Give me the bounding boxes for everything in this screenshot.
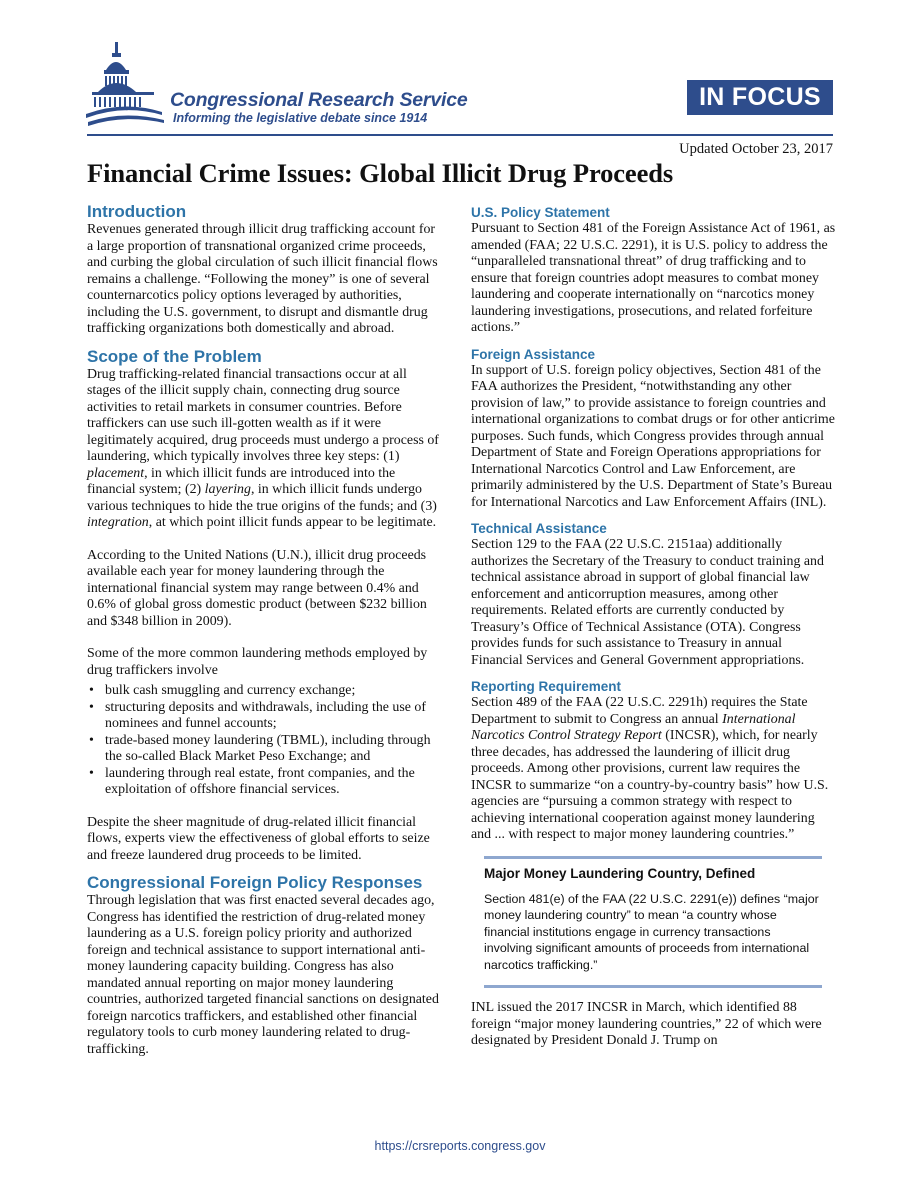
list-item: • bulk cash smuggling and currency exchange; — [89, 683, 356, 698]
list-item: • structuring deposits and withdrawals, including the use of nominees and funnel accounts; — [89, 699, 426, 731]
list-item: • laundering through real estate, front companies, and the exploitation of offshore financial services. — [89, 765, 415, 797]
scope-paragraph-4: Despite the sheer magnitude of drug-related illicit financial flows, experts view the effectiveness of global efforts to seize and freeze laundered drug proceeds to be limited. — [87, 814, 430, 863]
scope-paragraph-2: According to the United Nations (U.N.), illicit drug proceeds available each year for money laundering through the international financial system may range between 0.4% and 0.6% of global gross domestic product (between $232 billion and $348 billion in 2009). — [87, 547, 427, 629]
responses-heading: Congressional Foreign Policy Responses — [87, 873, 423, 892]
list-item: • trade-based money laundering (TBML), including through the so-called Black Market Peso Exchange; and — [89, 732, 431, 764]
laundering-methods-list — [87, 683, 443, 799]
updated-date: Updated October 23, 2017 — [679, 141, 833, 157]
org-name: Congressional Research Service — [170, 89, 468, 111]
foreign-assistance-heading: Foreign Assistance — [471, 346, 596, 362]
intro-paragraph: Revenues generated through illicit drug trafficking account for a large proportion of transnational organized crime proceeds, and curbing the global circulation of such illicit financial flows remains a challenge. “Following the money” is one of several counternarcotics policy options leveraged by authorities, including the U.S. government, to disrupt and dismantle drug trafficking organizations both domestically and abroad. — [87, 222, 438, 336]
definition-box-text: Section 481(e) of the FAA (22 U.S.C. 2291(e)) defines “major money laundering country” to mean “a country whose financial institutions engage in currency transactions involving significant amounts of proceeds from international narcotics trafficking.” — [484, 891, 819, 972]
scope-paragraph-1: Drug trafficking-related financial transactions occur at all stages of the illicit supply chain, connecting drug source activities to retail markets in consumer countries. Before traffickers can use such ill-gotten wealth as if it were legitimately acquired, drug proceeds must undergo a process of laundering, which typically involves three key steps: (1) placement, in which illicit funds are introduced into the financial system; (2) layering, in which illicit funds undergo various techniques to hide the true origins of the funds; and (3) integration, at which point illicit funds appear to be legitimate. — [87, 366, 439, 530]
technical-assistance-heading: Technical Assistance — [471, 521, 607, 536]
org-tagline: Informing the legislative debate since 1914 — [173, 111, 428, 125]
in-focus-badge: IN FOCUS — [687, 80, 833, 115]
reporting-heading: Reporting Requirement — [471, 679, 622, 694]
reporting-paragraph: Section 489 of the FAA (22 U.S.C. 2291h) requires the State Department to submit to Congress an annual International Narcotics Control Strategy Report (INCSR), which, for nearly three decades, has addressed the laundering of illicit drug proceeds. Among other provisions, current law requires the INCSR to summarize “on a country-by-country basis” how U.S. agencies are “pursuing a common strategy with respect to achieving international cooperation against money laundering and ... with respect to major money laundering countries.” — [471, 695, 829, 842]
crs-capitol-logo — [84, 40, 166, 130]
scope-heading: Scope of the Problem — [87, 346, 262, 366]
page-title: Financial Crime Issues: Global Illicit Drug Proceeds — [87, 158, 674, 188]
header-rule — [87, 134, 833, 136]
definition-box-title: Major Money Laundering Country, Defined — [484, 865, 756, 881]
definition-box — [484, 856, 822, 989]
policy-paragraph: Pursuant to Section 481 of the Foreign Assistance Act of 1961, as amended (FAA; 22 U.S.C. 2291), it is U.S. policy to address the “unparalleled transnational threat” of drug trafficking and to ensure that foreign countries adopt measures to combat money laundering and cooperate internationally on “narcotics money laundering investigations, prosecutions, and related forfeiture actions.” — [471, 221, 836, 335]
intro-heading: Introduction — [87, 202, 187, 221]
left-column — [87, 202, 443, 1058]
foreign-assistance-paragraph: In support of U.S. foreign policy objectives, Section 481 of the FAA authorizes the President, “notwithstanding any other provision of law,” to provide assistance to foreign countries and international organizations to combat drugs or for other anticrime purposes. Such funds, which Congress provides through annual Department of State and Foreign Operations appropriations for International Narcotics Control and Law Enforcement, are primarily administered by the U.S. Department of State’s Bureau for International Narcotics and Law Enforcement Affairs (INL). — [471, 362, 835, 510]
technical-assistance-paragraph: Section 129 to the FAA (22 U.S.C. 2151aa) additionally authorizes the Secretary of the Treasury to conduct training and technical assistance abroad in support of global financial law enforcement and anticorruption measures, among other requirements. Related efforts are currently conducted by Treasury’s Office of Technical Assistance (OTA). Congress provides funds for such assistance to Treasury in annual Financial Services and General Government appropriations. — [471, 537, 824, 668]
right-column — [471, 202, 837, 1050]
footer-link[interactable]: https://crsreports.congress.gov — [374, 1139, 546, 1153]
policy-heading: U.S. Policy Statement — [471, 205, 610, 220]
responses-paragraph: Through legislation that was first enacted several decades ago, Congress has identified the restriction of drug-related money laundering as a U.S. foreign policy priority and authorized foreign and technical assistance to support international anti-money laundering capacity building. Congress has also mandated annual reporting on major money laundering countries, authorized targeted financial sanctions on designated foreign narcotics traffickers, and established other financial regulatory tools to curb money laundering related to drug-trafficking. — [87, 893, 439, 1057]
incsr-paragraph: INL issued the 2017 INCSR in March, which identified 88 foreign “major money laundering countries,” 22 of which were designated by President Donald J. Trump on — [471, 1000, 822, 1048]
scope-paragraph-3: Some of the more common laundering methods employed by drug traffickers involve — [87, 646, 428, 678]
